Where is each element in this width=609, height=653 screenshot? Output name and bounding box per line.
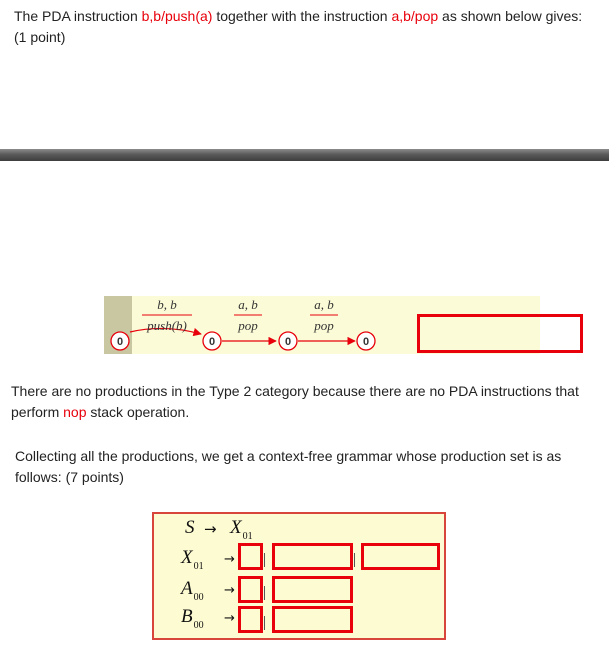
separator-a00 (264, 586, 265, 600)
question-part-1: The PDA instruction (14, 8, 142, 24)
lhs-b00-subscript: 00 (193, 620, 204, 631)
answer-box-b00-1[interactable] (238, 606, 263, 633)
push-instruction: b,b/push(a) (141, 8, 213, 24)
separator-b00 (264, 616, 265, 630)
answer-box-x01-1[interactable] (238, 543, 263, 570)
question-text (14, 6, 594, 48)
question-part-2: together with the instruction (212, 8, 392, 24)
pda-state-3-label: 0 (284, 336, 292, 348)
grammar-box (152, 512, 446, 640)
start-arrow: → (204, 520, 217, 538)
lhs-a00-symbol: A (181, 578, 193, 599)
production-lhs-a00 (181, 578, 204, 603)
pda-state-4-label: 0 (362, 336, 370, 348)
collecting-text: Collecting all the productions, we get a context-free grammar whose production set is as follows: (7 points) (15, 448, 562, 485)
arrow-a00: → (224, 583, 235, 598)
separator-x01-2 (354, 553, 355, 567)
section-divider (0, 149, 609, 161)
arrow-x01: → (224, 552, 235, 567)
production-lhs-x01 (181, 547, 204, 572)
pda-state-2-label: 0 (208, 336, 216, 348)
production-lhs-b00 (181, 606, 204, 631)
transition-1-operation: push(b) (147, 318, 187, 333)
type2-note (11, 381, 601, 423)
start-rhs-symbol: X (230, 517, 242, 538)
answer-box-a00-1[interactable] (238, 576, 263, 603)
transition-2-operation: pop (238, 318, 258, 333)
note-part-2: stack operation. (86, 404, 190, 420)
question-part-3: as shown below gives: (1 point) (14, 8, 583, 45)
lhs-x01-subscript: 01 (193, 561, 204, 572)
start-symbol: S (185, 517, 195, 538)
answer-box-b00-2[interactable] (272, 606, 353, 633)
answer-box-x01-3[interactable] (361, 543, 440, 570)
transition-3-input: a, b (314, 297, 334, 312)
answer-box-pda-result[interactable] (417, 314, 583, 353)
start-rhs (230, 517, 253, 542)
pda-state-1-label: 0 (116, 336, 124, 348)
lhs-b00-symbol: B (181, 606, 193, 627)
arrow-b00: → (224, 611, 235, 626)
pop-instruction: a,b/pop (391, 8, 439, 24)
answer-box-a00-2[interactable] (272, 576, 353, 603)
note-part-1: There are no productions in the Type 2 category because there are no PDA instructions that perform (11, 383, 579, 420)
nop-keyword: nop (63, 404, 87, 420)
transition-1-input: b, b (157, 297, 177, 312)
lhs-x01-symbol: X (181, 547, 193, 568)
answer-box-x01-2[interactable] (272, 543, 353, 570)
transition-3-operation: pop (314, 318, 334, 333)
separator-x01-1 (264, 553, 265, 567)
lhs-a00-subscript: 00 (193, 592, 204, 603)
transition-2-input: a, b (238, 297, 258, 312)
start-rhs-subscript: 01 (242, 531, 253, 542)
